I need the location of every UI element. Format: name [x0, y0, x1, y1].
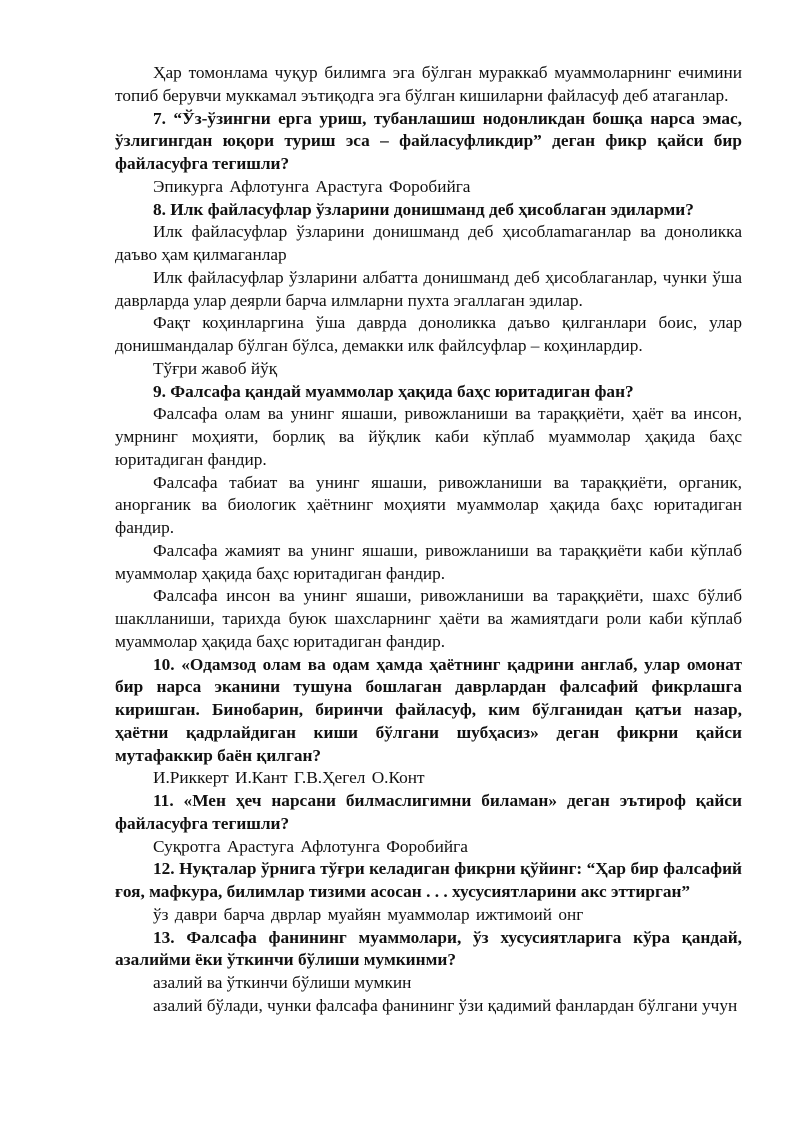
answer-paragraph: Илк файласуфлар ўзларини албатта донишманд деб ҳисоблаганлар, чунки ўша даврларда улар деярли барча илмларни пухта эгаллаган эдилар.: [115, 267, 742, 310]
question-8: 8. Илк файласуфлар ўзларини донишманд деб ҳисоблаган эдиларми?: [153, 199, 694, 219]
answer-paragraph: Фалсафа инсон ва унинг яшаши, ривожланиши ва тараққиёти, шахс бўлиб шаклланиши, тарихда буюк шахсларнинг ҳаёти ва жамиятдаги роли каби кўплаб муаммолар ҳақида баҳс юритадиган фандир.: [115, 586, 742, 651]
document-page: [115, 62, 742, 1018]
answer-paragraph: Тўғри жавоб йўқ: [153, 358, 278, 378]
answer-paragraph: Илк файласуфлар ўзларини донишманд деб ҳисоблаmaганлар ва доноликка даъво ҳам қилмаганлар: [115, 222, 742, 264]
answer-paragraph: Ҳар томонлама чуқур билимга эга бўлган мураккаб муаммоларнинг ечимини топиб берувчи муккамал эътиқодга эга бўлган кишиларни файласуф деб атаганлар.: [115, 63, 742, 105]
answer-options: Суқротга Арастуга Афлотунга Форобийга: [153, 836, 468, 856]
answer-options: Эпикурга Афлотунга Арастуга Форобийга: [153, 176, 471, 196]
answer-paragraph: азалий бўлади, чунки фалсафа фанининг ўзи қадимий фанлардан бўлгани учун: [153, 995, 738, 1015]
question-7: 7. “Ўз-ўзингни ерга уриш, тубанлашиш нодонликдан бошқа нарса эмас, ўзлигингдан юқори туриш эса – файласуфликдир” деган фикр қайси бир файласуфга тегишли?: [115, 108, 742, 173]
answer-paragraph: азалий ва ўткинчи бўлиши мумкин: [153, 973, 412, 992]
question-12: 12. Нуқталар ўрнига тўғри келадиган фикрни қўйинг: “Ҳар бир фалсафий ғоя, мафкура, билимлар тизими асосан . . . хусусиятларини акс эттирган”: [115, 859, 742, 901]
answer-paragraph: Фалсафа олам ва унинг яшаши, ривожланиши ва тараққиёти, ҳаёт ва инсон, умрнинг моҳияти, борлиқ ва йўқлик каби кўплаб муаммолар ҳақида баҳс юритадиган фандир.: [115, 404, 742, 469]
answer-paragraph: Фалсафа жамият ва унинг яшаши, ривожланиши ва тараққиёти каби кўплаб муаммолар ҳақида баҳс юритадиган фандир.: [115, 540, 742, 583]
answer-paragraph: Фақт коҳинларгина ўша даврда доноликка даъво қилганлари боис, улар донишмандалар бўлган бўлса, демакки илк файлсуфлар – коҳинлардир.: [115, 313, 742, 355]
answer-paragraph: Фалсафа табиат ва унинг яшаши, ривожланиши ва тараққиёти, органик, анорганик ва биологик ҳаётнинг моҳияти муаммолар ҳақида баҳс юритадиган фандир.: [115, 472, 742, 537]
question-10: 10. «Одамзод олам ва одам ҳамда ҳаётнинг қадрини англаб, улар омонат бир нарса эканини тушуна бошлаган даврлардан фалсафий фикрлашга киришган. Бинобарин, биринчи файласуф, ким бўлганидан қатъи назар, ҳаётни қадрлайдиган киши бўлгани шубҳасиз» деган фикрни қайси мутафаккир баён қилган?: [115, 654, 742, 765]
question-9: 9. Фалсафа қандай муаммолар ҳақида баҳс юритадиган фан?: [153, 381, 634, 401]
answer-options: И.Риккерт И.Кант Г.В.Ҳегел О.Конт: [153, 768, 425, 788]
question-13: 13. Фалсафа фанининг муаммолари, ўз хусусиятларига кўра қандай, азалийми ёки ўткинчи бўлиши мумкинми?: [115, 927, 742, 970]
answer-options: ўз даври барча дврлар муайян муаммолар ижтимоий онг: [153, 904, 584, 924]
question-11: 11. «Мен ҳеч нарсани билмаслигимни биламан» деган эътироф қайси файласуфга тегишли?: [115, 791, 742, 833]
